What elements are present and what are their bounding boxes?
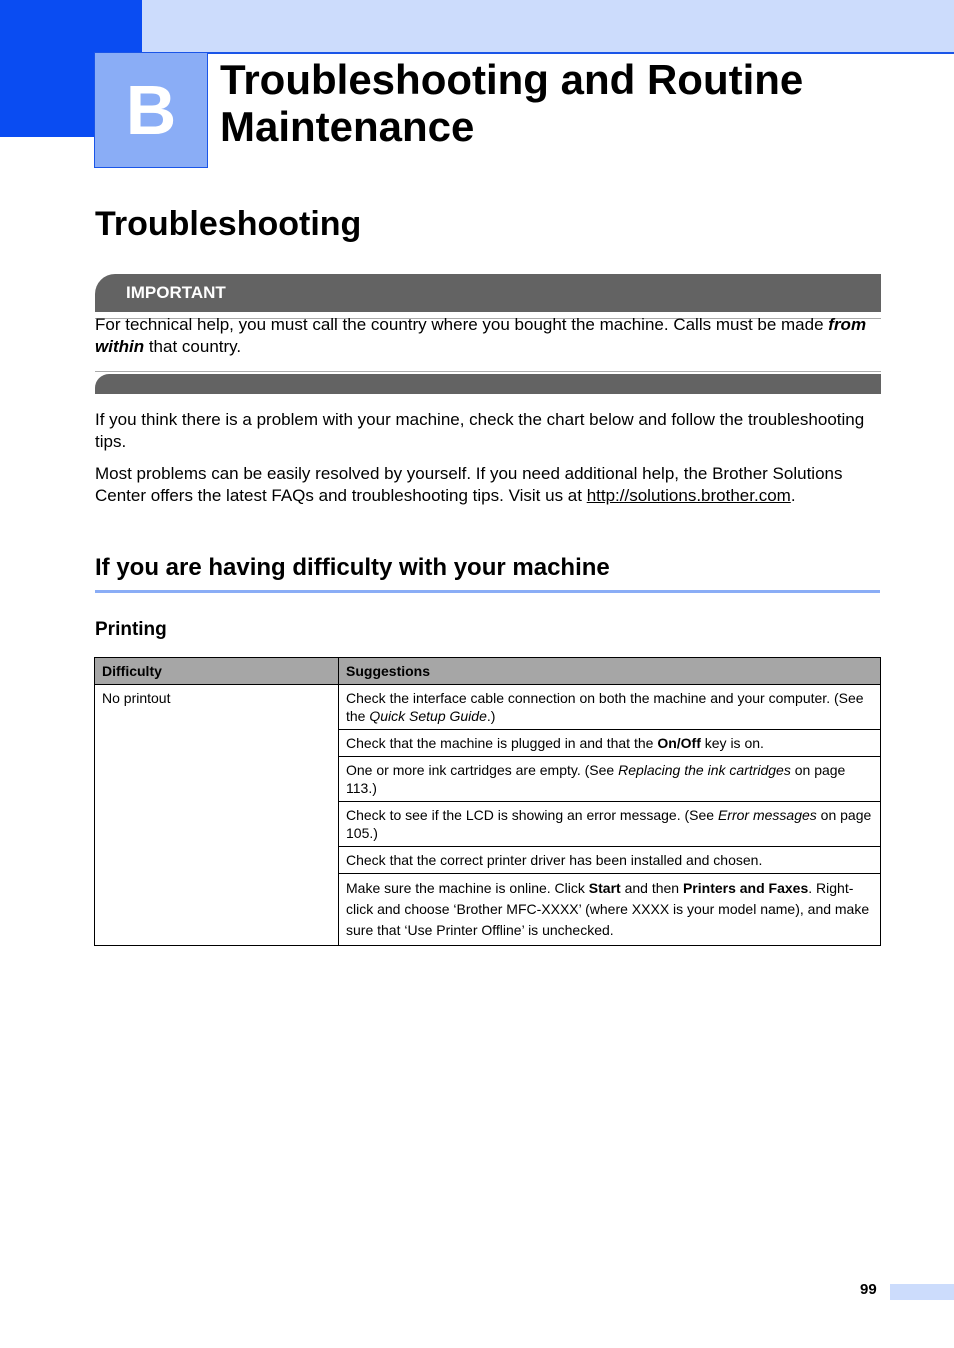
table-header-row <box>95 658 881 685</box>
troubleshooting-table <box>94 657 881 946</box>
table-row <box>95 685 881 730</box>
suggestion-cell: Check that the correct printer driver has been installed and chosen. <box>339 847 881 874</box>
printing-heading: Printing <box>95 619 167 640</box>
suggestion-cell: Check the interface cable connection on both the machine and your computer. (See the Quick Setup Guide.) <box>339 685 881 730</box>
suggestion-cell: Check that the machine is plugged in and that the On/Off key is on. <box>339 730 881 757</box>
important-footer-bar <box>95 374 881 394</box>
solutions-center-link[interactable]: http://solutions.brother.com <box>586 486 791 505</box>
important-banner <box>95 274 881 312</box>
chapter-letter: B <box>125 71 177 149</box>
subsection-rule <box>95 590 880 593</box>
page-number: 99 <box>860 1281 877 1298</box>
intro-paragraph-1: If you think there is a problem with your machine, check the chart below and follow the troubleshooting tips. <box>95 410 865 451</box>
chapter-title: Troubleshooting and Routine Maintenance <box>220 56 804 150</box>
section-title: Troubleshooting <box>95 205 362 243</box>
suggestion-cell: Make sure the machine is online. Click Start and then Printers and Faxes. Right-click and choose ‘Brother MFC-XXXX’ (where XXXX is your model name), and make sure that ‘Use Printer Offline’ is unchecked. <box>339 874 881 946</box>
page-number-band <box>890 1284 954 1300</box>
important-text: For technical help, you must call the country where you bought the machine. Calls must be made from within that country. <box>95 315 867 356</box>
intro-paragraph-2: Most problems can be easily resolved by yourself. If you need additional help, the Brother Solutions Center offers the latest FAQs and troubleshooting tips. Visit us at http://solutions.brother.com. <box>95 464 843 505</box>
important-emphasis: from within <box>95 315 867 356</box>
important-label: IMPORTANT <box>126 283 226 302</box>
subsection-title: If you are having difficulty with your machine <box>95 554 610 581</box>
chapter-badge <box>94 52 208 168</box>
header-band <box>142 0 954 54</box>
suggestion-cell: Check to see if the LCD is showing an error message. (See Error messages on page 105.) <box>339 802 881 847</box>
important-footer-divider <box>95 371 881 372</box>
difficulty-cell: No printout <box>95 685 339 946</box>
difficulty-header: Difficulty <box>95 658 339 685</box>
suggestion-cell: One or more ink cartridges are empty. (See Replacing the ink cartridges on page 113.) <box>339 757 881 802</box>
suggestions-header: Suggestions <box>339 658 881 685</box>
